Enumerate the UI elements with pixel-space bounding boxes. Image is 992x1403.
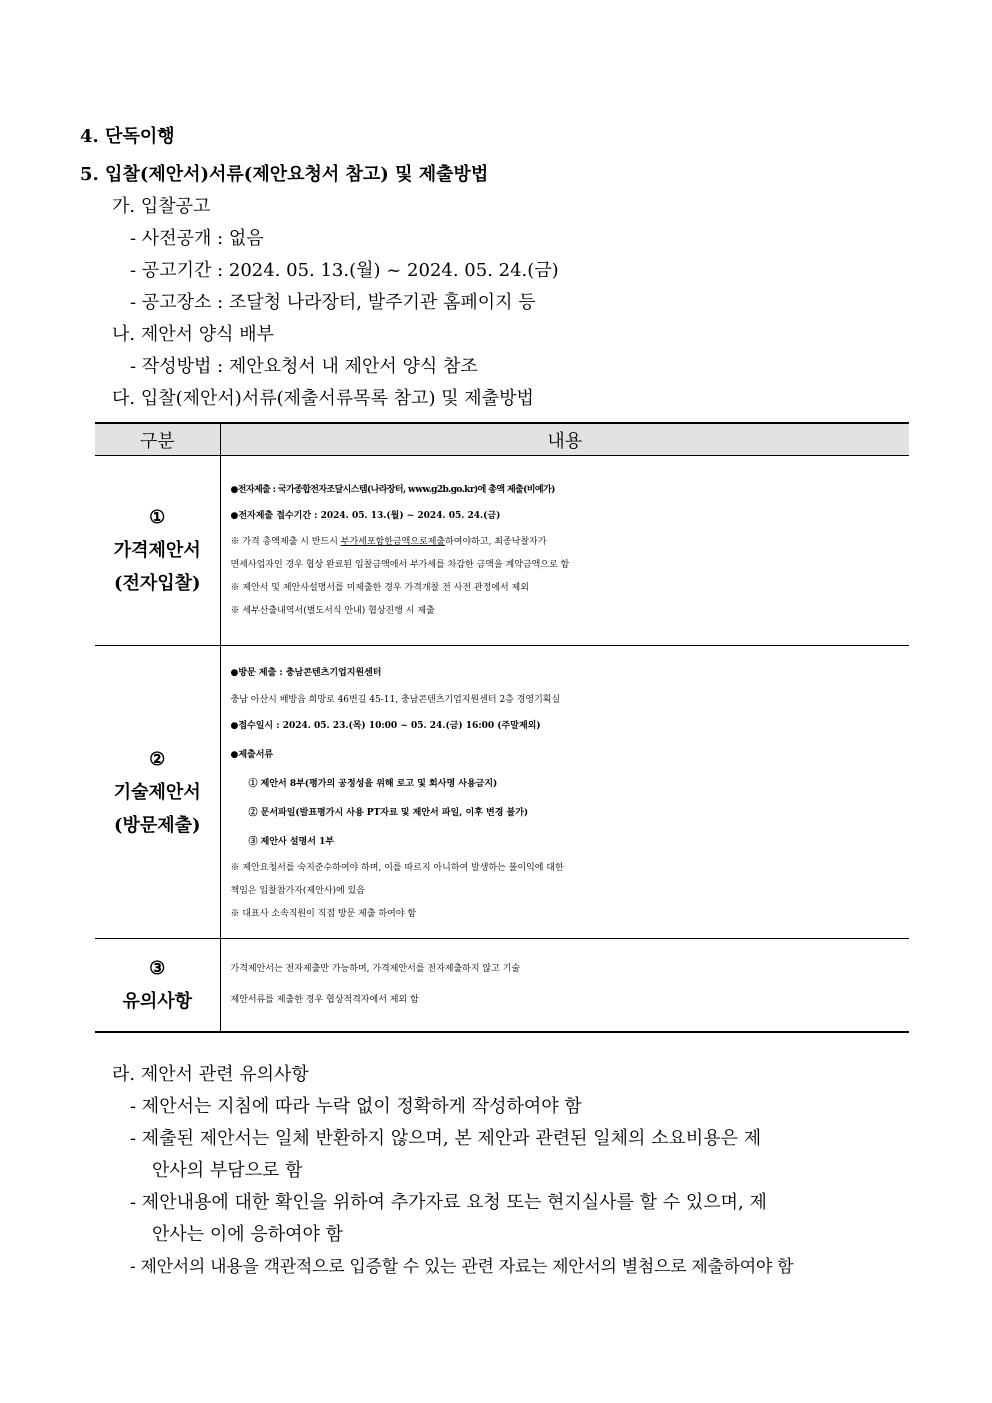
list-item: - 공고기간 : 2024. 05. 13.(월) ~ 2024. 05. 24.(금) bbox=[130, 260, 559, 281]
doc-item: ② 문서파일(발표평가시 사용 PT자료 및 제안서 파일, 이후 변경 불가) bbox=[248, 807, 529, 818]
list-item: - 제출된 제안서는 일체 반환하지 않으며, 본 제안과 관련된 일체의 소요비용은 제 bbox=[130, 1128, 762, 1149]
content-line: ●방문 제출 : 충남콘텐츠기업지원센터 bbox=[230, 667, 382, 678]
header-category: 구분 bbox=[95, 423, 220, 456]
list-item: - 제안서의 내용을 객관적으로 입증할 수 있는 관련 자료는 제안서의 별첨으로 제출하여야 함 bbox=[130, 1257, 794, 1277]
table-row bbox=[95, 646, 909, 939]
content-line: ●전자제출 : 국가종합전자조달시스템(나라장터, www.g2b.go.kr)에 총액 제출(비예가) bbox=[230, 485, 555, 495]
row-label-tech: ② 기술제안서 (방문제출) bbox=[95, 646, 220, 939]
list-item: - 사전공개 : 없음 bbox=[130, 228, 264, 249]
content-line: 충남 아산시 배방읍 희망로 46번길 45-11, 충남콘텐츠기업지원센터 2층 경영기획실 bbox=[230, 694, 561, 705]
content-line: ●전자제출 접수기간 : 2024. 05. 13.(월) ~ 2024. 05. 24.(금) bbox=[230, 511, 501, 521]
note-line: ※ 대표사 소속직원이 직접 방문 제출 하여야 함 bbox=[230, 908, 417, 919]
content-line: 가격제안서는 전자제출만 가능하며, 가격제안서를 전자제출하지 않고 기술 bbox=[230, 963, 521, 974]
submission-table bbox=[95, 422, 909, 1033]
table-header-row bbox=[95, 423, 909, 456]
subsection-ra-title: 라. 제안서 관련 유의사항 bbox=[112, 1064, 309, 1085]
row-label-price: ① 가격제안서 (전자입찰) bbox=[95, 456, 220, 646]
doc-item: ③ 제안사 설명서 1부 bbox=[248, 836, 335, 847]
section-4-title: 4. 단독이행 bbox=[80, 126, 175, 147]
note-line: ※ 세부산출내역서(별도서식 안내) 협상진행 시 제출 bbox=[230, 606, 435, 616]
note-line: ※ 제안요청서를 숙지준수하여야 하며, 이를 따르지 아니하여 발생하는 불이익에 대한 bbox=[230, 862, 564, 873]
note-line: 책임은 입찰참가자(제안사)에 있음 bbox=[230, 885, 365, 896]
subsection-da-title: 다. 입찰(제안서)서류(제출서류목록 참고) 및 제출방법 bbox=[112, 388, 534, 409]
list-item-continuation: 안사는 이에 응하여야 함 bbox=[152, 1224, 344, 1245]
list-item: - 제안내용에 대한 확인을 위하여 추가자료 요청 또는 현지실사를 할 수 있으며, 제 bbox=[130, 1192, 767, 1213]
content-line: ●접수일시 : 2024. 05. 23.(목) 10:00 ~ 05. 24.(금) 16:00 (주말제외) bbox=[230, 720, 541, 731]
list-item: - 공고장소 : 조달청 나라장터, 발주기관 홈페이지 등 bbox=[130, 292, 536, 313]
row-content-price bbox=[220, 456, 909, 646]
doc-item: ① 제안서 8부(평가의 공정성을 위해 로고 및 회사명 사용금지) bbox=[248, 778, 498, 789]
note-line: 면세사업자인 경우 협상 완료된 입찰금액에서 부가세를 차감한 금액을 계약금액으로 함 bbox=[230, 560, 570, 570]
list-item: - 제안서는 지침에 따라 누락 없이 정확하게 작성하여야 함 bbox=[130, 1096, 582, 1117]
list-item: - 작성방법 : 제안요청서 내 제안서 양식 참조 bbox=[130, 356, 478, 377]
header-content: 내용 bbox=[220, 423, 909, 456]
content-line: 제안서류를 제출한 경우 협상적격자에서 제외 함 bbox=[230, 994, 419, 1005]
subsection-na-title: 나. 제안서 양식 배부 bbox=[112, 324, 274, 345]
row-content-caution bbox=[220, 939, 909, 1032]
subsection-ga-title: 가. 입찰공고 bbox=[112, 196, 211, 217]
row-label-caution: ③ 유의사항 bbox=[95, 939, 220, 1032]
row-content-tech bbox=[220, 646, 909, 939]
content-line: ●제출서류 bbox=[230, 749, 274, 760]
table-row bbox=[95, 456, 909, 646]
note-line: ※ 가격 총액제출 시 반드시 부가세포함한금액으로제출하여야하고, 최종낙찰자가 bbox=[230, 537, 547, 547]
table-row bbox=[95, 939, 909, 1032]
note-line: ※ 제안서 및 제안사설명서를 미제출한 경우 가격개찰 전 사전 관정에서 제외 bbox=[230, 583, 529, 593]
section-5-title: 5. 입찰(제안서)서류(제안요청서 참고) 및 제출방법 bbox=[80, 164, 489, 185]
list-item-continuation: 안사의 부담으로 함 bbox=[152, 1160, 303, 1181]
